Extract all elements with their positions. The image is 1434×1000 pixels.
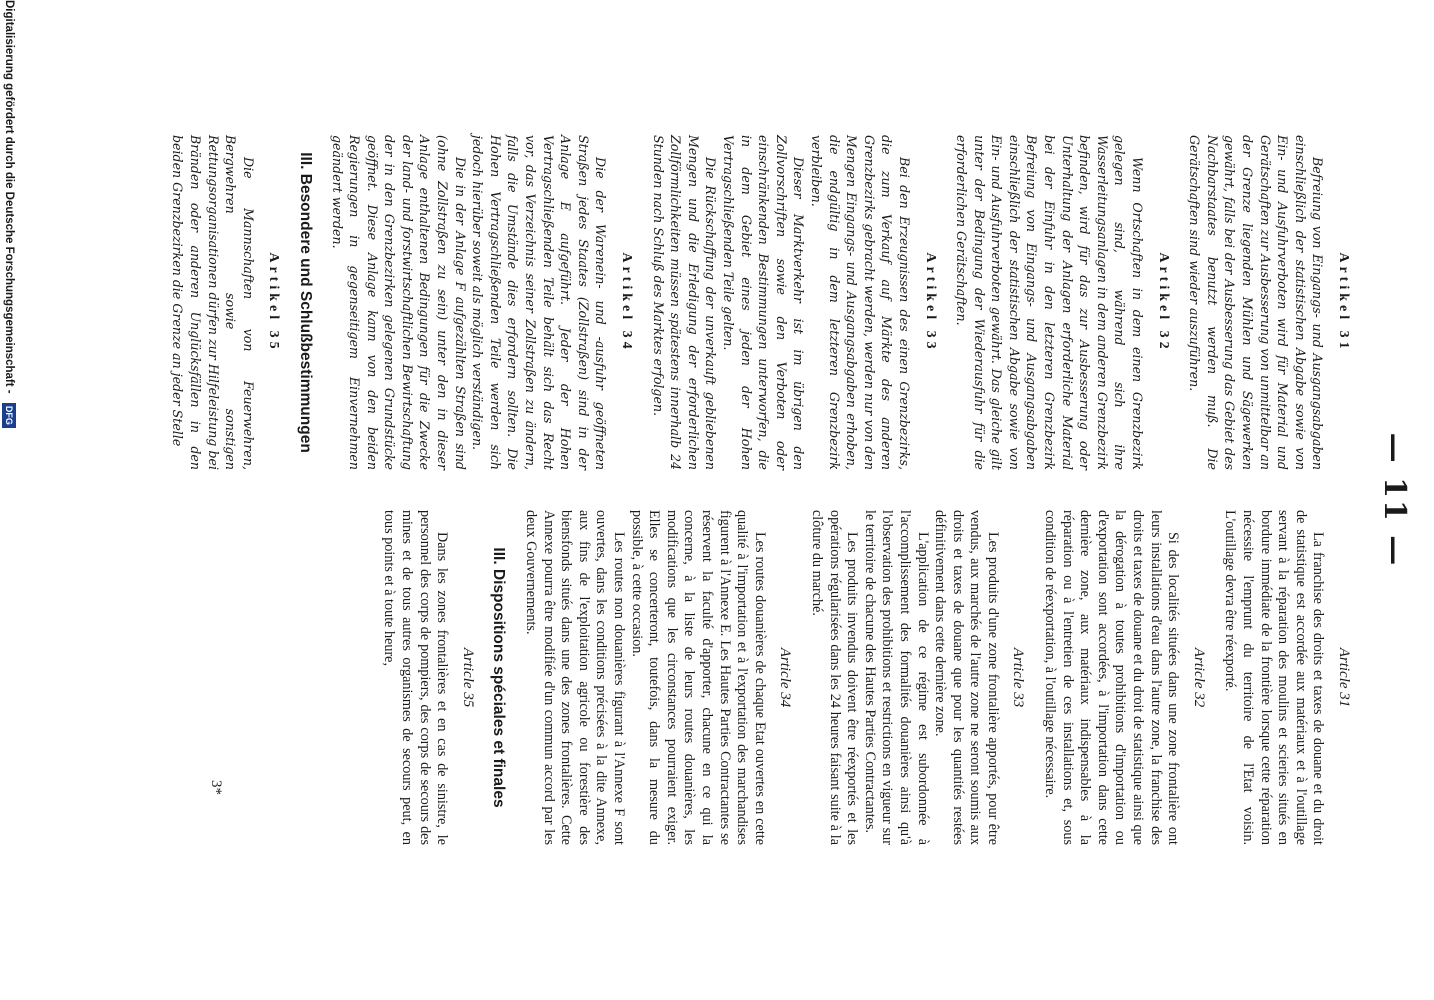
article-32-heading-de: Artikel 32 — [1155, 252, 1171, 353]
article-33-p3-fr: Les produits invendus doivent être réexportés et les opérations régularisées dans les 24 heures faisant suite à la clôture du marché. — [808, 510, 861, 845]
article-32-heading-fr: Article 32 — [1190, 647, 1207, 708]
german-column — [170, 135, 1366, 470]
digitization-footer — [0, 0, 18, 1000]
article-34-heading-de: Artikel 34 — [619, 252, 635, 353]
article-33-p1-de: Bei den Erzeugnissen des einen Grenzbezirks, die zum Verkauf auf Märkte des anderen Grenzbezirks gebracht werden, werden nur von den Mengen Eingangs- und Ausgangsabgaben erhoben, die endgültig in dem letzteren Grenzbezirk verbleiben. — [808, 135, 912, 470]
article-35-heading-fr: Article 35 — [459, 647, 476, 708]
article-33-p1-fr: Les produits d'une zone frontalière apportés, pour être vendus, aux marchés de l'autre zone ne seront soumis aux droits et taxes de douane que pour les quantités restées définitivement dans cette dernière zone. — [932, 510, 1001, 845]
article-33-heading-de: Artikel 33 — [922, 252, 938, 353]
french-column — [206, 510, 1366, 845]
article-31-text-de: Befreiung von Eingangs- und Ausgangsabgaben einschließlich der statistischen Abgabe sowie von Ein- und Ausfuhrverboten wird für Material und Gerätschaften zur Ausbesserung von unmittelbar an der Grenze liegenden Mühlen und Sägewerken gewährt, falls bei der Ausbesserung das Gebiet des Nachbarstaates benutzt werden muß. Die Gerätschaften sind wieder auszuführen. — [1187, 135, 1326, 470]
article-34-p1-de: Die der Warenein- und -ausfuhr geöffneten Straßen jedes Staates (Zollstraßen) sind in der Anlage E aufgeführt. Jeder der Hohen Vertragschließenden Teile behält sich das Recht vor, das Verzeichnis seiner Zollstraßen zu ändern, falls die Umstände dies erfordern sollten. Die Hohen Vertragschließenden Teile werden sich jedoch hierüber soweit als möglich verständigen. — [470, 135, 609, 470]
article-33-heading-fr: Article 33 — [1010, 647, 1027, 708]
section-heading-fr: III. Dispositions spéciales et finales — [490, 547, 508, 808]
article-35-text-de: Die Mannschaften von Feuerwehren, Bergwehren sowie sonstigen Rettungsorganisationen dürfen zur Hilfeleistung bei Bränden oder anderen Unglücksfällen in den beiden Grenzbezirken die Grenze an jeder Stelle — [170, 135, 256, 470]
article-33-p2-de: Dieser Marktverkehr ist im übrigen den Zollvorschriften sowie den Verboten oder einschränkenden Bestimmungen unterworfen, die in dem Gebiet eines jeden der Hohen Vertragschließenden Teile gelten. — [721, 135, 807, 470]
article-34-heading-fr: Article 34 — [777, 647, 794, 708]
article-31-heading-de: Artikel 31 — [1336, 252, 1351, 353]
article-31-text-fr: La franchise des droits et taxes de douane et du droit de statistique est accordée aux matériaux et à l'outillage servant à la réparation des moulins et scieries situés en bordure immédiate de la frontière lorsque cette réparation nécessite l'emprunt du territoire de l'Etat voisin. L'outillage devra être réexporté. — [1222, 510, 1327, 845]
page-number: — 11 — — [1377, 432, 1412, 568]
article-32-text-fr: Si des localités situées dans une zone frontalière ont leurs installations d'eau dans l'autre zone, la franchise des droits et taxes de douane et du droit de statistique ainsi que la dérogation à toutes prohibitions d'importation ou d'exportation sont accordées, à l'importation dans cette dernière zone, aux matériaux indispensables à la réparation ou à l'entretien de ces installations et, sous condition de réexportation, à l'outillage nécessaire. — [1042, 510, 1182, 845]
article-33-p3-de: Die Rückschaffung der unverkauft gebliebenen Mengen und die Erledigung der erforderlichen Zollförmlichkeiten müssen spätestens innerhalb 24 Stunden nach Schluß des Marktes erfolgen. — [650, 135, 719, 470]
article-32-text-de: Wenn Ortschaften in dem einen Grenzbezirk gelegen sind, während sich ihre Wasserleitungsanlagen in dem anderen Grenzbezirk befinden, wird für das zur Ausbesserung oder Unterhaltung der Anlagen erforderliche Material bei der Einfuhr in den letzteren Grenzbezirk Befreiung von Eingangs- und Ausgangsabgaben einschließlich der statistischen Abgabe sowie von Ein- und Ausfuhrverboten gewährt. Das gleiche gilt unter der Bedingung der Wiederausfuhr für die erforderlichen Gerätschaften. — [954, 135, 1146, 470]
article-31-heading-fr: Article 31 — [1336, 647, 1352, 708]
footer-text: Digitalisierung gefördert durch die Deutsche Forschungsgemeinschaft - — [3, 0, 15, 394]
article-34-p1-fr: Les routes douanières de chaque Etat ouvertes en cette qualité à l'importation et à l'exportation des marchandises figurent à l'Annexe E. Les Hautes Parties Contractantes se réservent la faculté d'apporter, chacune en ce qui la concerne, à la liste de leurs routes douanières, les modifications que les circonstances pourraient exiger. Elles se concerteront, toutefois, dans la mesure du possible, à cette occasion. — [628, 510, 768, 845]
section-heading-de: III. Besondere und Schlußbestimmungen — [296, 152, 314, 453]
article-33-p2-fr: L'application de ce régime est subordonnée à l'accomplissement des formalités douanières ainsi qu'à l'observation des prohibitions et restrictions en vigueur sur le territoire de chacune des Hautes Parties Contractantes. — [861, 510, 931, 845]
article-35-text-fr: Dans les zones frontalières et en cas de sinistre, le personnel des corps de pompiers, des corps de secours des mines et de tous autres organismes de secours peut, en tous points et à toute heure, — [381, 510, 451, 845]
dfg-logo: DFG — [2, 403, 16, 428]
signature-mark: 3* — [208, 780, 224, 795]
article-34-p2-fr: Les routes non douanières figurant à l'Annexe F sont ouvertes, dans les conditions précisées à la dite Annexe, aux fins de l'exploitation agricole ou forestière des biensfonds situés dans une des zones frontalières. Cette Annexe pourra être modifiée d'un commun accord par les deux Gouvernements. — [523, 510, 628, 845]
article-35-heading-de: Artikel 35 — [266, 252, 282, 353]
article-34-p2-de: Die in der Anlage F aufgezählten Straßen sind (ohne Zollstraßen zu sein) unter den in dieser Anlage enthaltenen Bedingungen für die Zwecke der land- und forstwirtschaftlichen Bewirtschaftung der in den Grenzbezirken gelegenen Grundstücke geöffnet. Diese Anlage kann von den beiden Regierungen in gegenseitigem Einvernehmen geändert werden. — [329, 135, 468, 470]
